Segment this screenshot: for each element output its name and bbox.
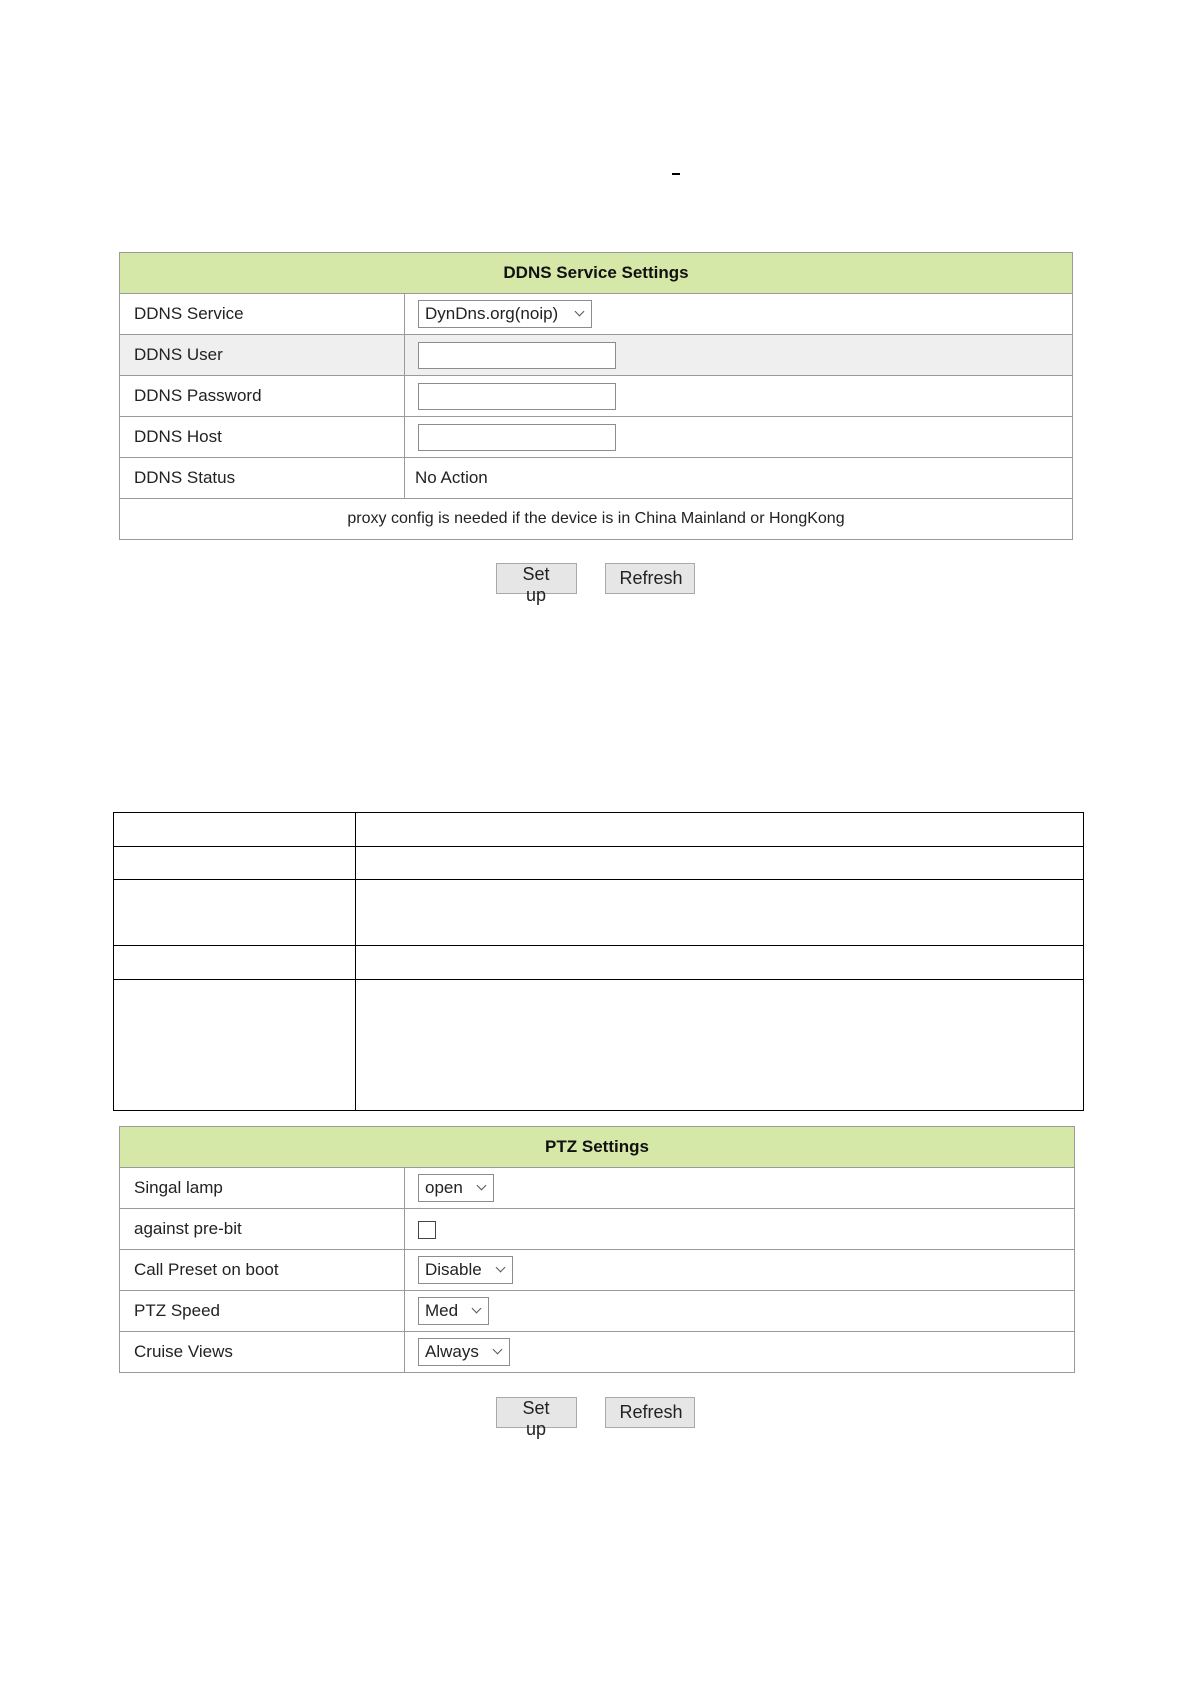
empty-cell [356,813,1084,847]
against-prebit-label: against pre-bit [120,1209,405,1250]
empty-cell [114,813,356,847]
ddns-setup-button[interactable]: Set up [496,563,577,594]
ddns-settings-title: DDNS Service Settings [120,253,1073,294]
ddns-password-label: DDNS Password [120,376,405,417]
call-preset-value: Disable [425,1260,482,1279]
empty-cell [356,946,1084,980]
ddns-host-input[interactable] [418,424,616,451]
singal-lamp-row [120,1168,1075,1209]
empty-cell [356,980,1084,1111]
ptz-speed-row [120,1291,1075,1332]
empty-cell [114,847,356,880]
ptz-settings-title: PTZ Settings [120,1127,1075,1168]
call-preset-label: Call Preset on boot [120,1250,405,1291]
singal-lamp-select[interactable] [418,1174,494,1202]
ddns-user-input[interactable] [418,342,616,369]
chevron-down-icon [476,1181,486,1191]
ddns-service-select[interactable] [418,300,592,328]
ddns-status-label: DDNS Status [120,458,405,499]
singal-lamp-label: Singal lamp [120,1168,405,1209]
empty-grid-table [113,812,1084,1111]
ddns-password-input[interactable] [418,383,616,410]
against-prebit-checkbox[interactable] [418,1221,436,1239]
ddns-service-label: DDNS Service [120,294,405,335]
ddns-settings-table [119,252,1073,540]
ddns-status-row [120,458,1073,499]
proxy-note: proxy config is needed if the device is in China Mainland or HongKong [120,499,1073,540]
cruise-views-select[interactable] [418,1338,510,1366]
ptz-settings-table [119,1126,1075,1373]
ddns-user-row [120,335,1073,376]
chevron-down-icon [575,307,585,317]
ptz-speed-select[interactable] [418,1297,489,1325]
ddns-host-row [120,417,1073,458]
ptz-setup-button[interactable]: Set up [496,1397,577,1428]
ptz-speed-value: Med [425,1301,459,1320]
ddns-host-label: DDNS Host [120,417,405,458]
cruise-views-label: Cruise Views [120,1332,405,1373]
singal-lamp-value: open [425,1178,463,1197]
cruise-views-row [120,1332,1075,1373]
ddns-user-label: DDNS User [120,335,405,376]
ddns-password-row [120,376,1073,417]
ptz-speed-label: PTZ Speed [120,1291,405,1332]
empty-cell [114,946,356,980]
chevron-down-icon [495,1263,505,1273]
ddns-refresh-button[interactable]: Refresh [605,563,695,594]
chevron-down-icon [472,1304,482,1314]
cruise-views-value: Always [425,1342,479,1361]
empty-cell [114,980,356,1111]
empty-cell [356,880,1084,946]
against-prebit-row [120,1209,1075,1250]
empty-cell [356,847,1084,880]
chevron-down-icon [492,1345,502,1355]
stray-dash-mark [672,173,680,175]
empty-cell [114,880,356,946]
call-preset-row [120,1250,1075,1291]
ptz-refresh-button[interactable]: Refresh [605,1397,695,1428]
ddns-button-row [0,563,1190,605]
ddns-status-value: No Action [405,458,1073,499]
call-preset-select[interactable] [418,1256,513,1284]
ptz-button-row [0,1397,1190,1439]
ddns-service-value: DynDns.org(noip) [425,304,559,323]
ddns-service-row [120,294,1073,335]
